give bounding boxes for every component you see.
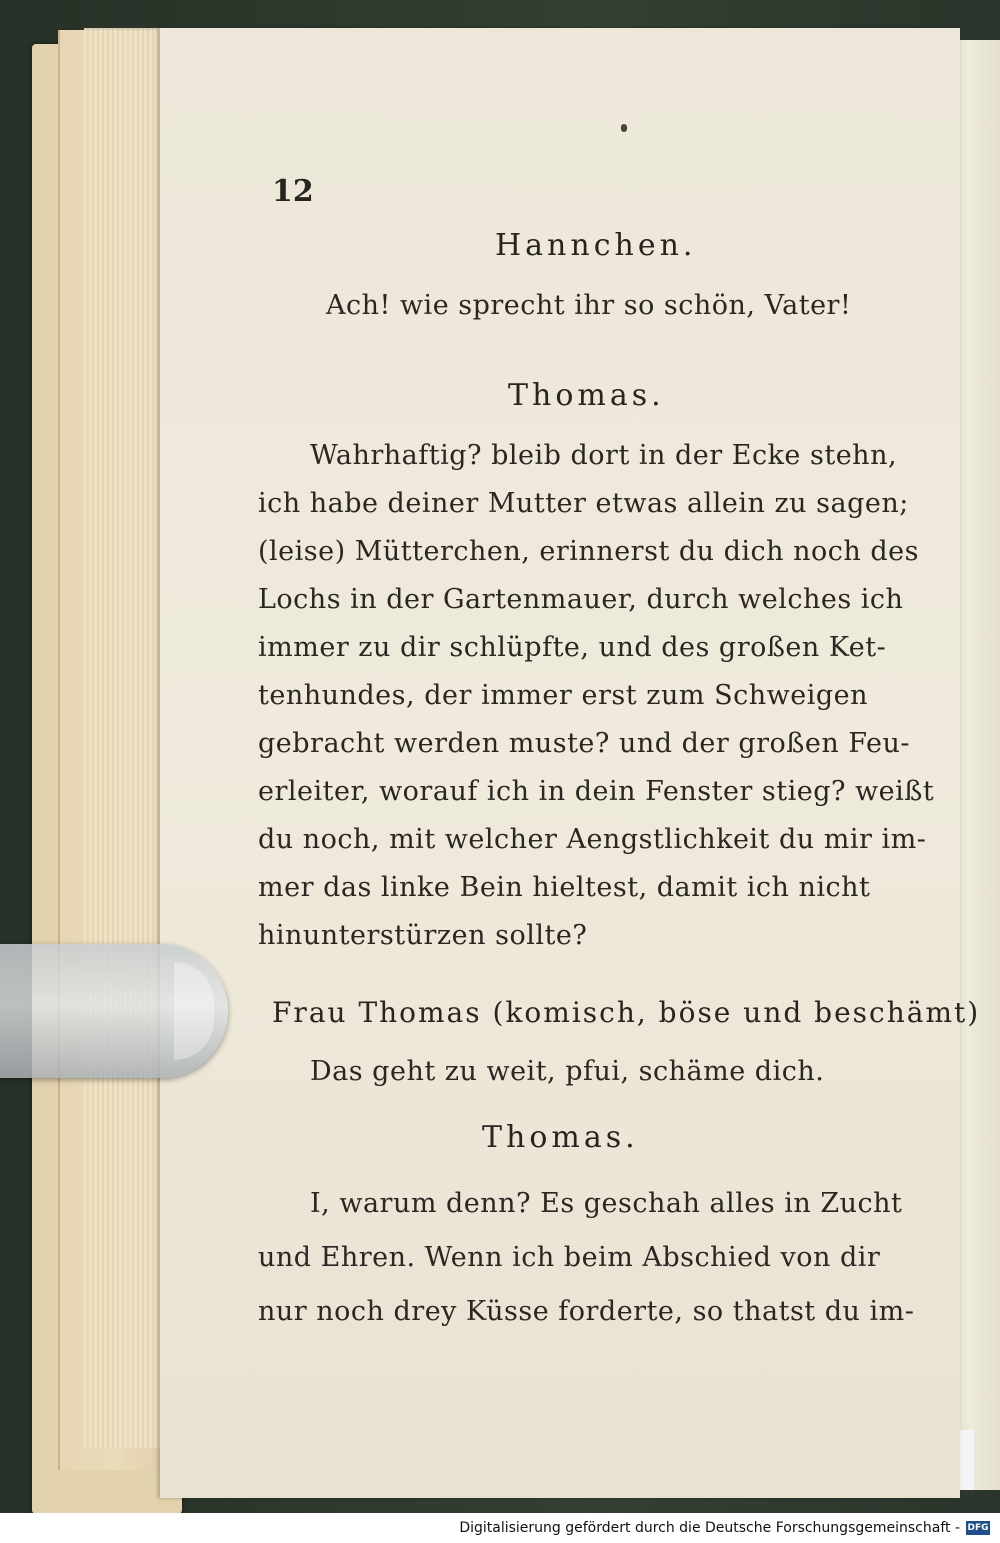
digitization-credit-bar	[0, 1513, 1000, 1543]
text-line: und Ehren. Wenn ich beim Abschied von dir	[258, 1242, 881, 1273]
speaker-frau-thomas: Frau Thomas (komisch, böse und beschämt)	[272, 996, 981, 1029]
speaker-thomas: Thomas.	[508, 378, 665, 413]
speaker-hannchen: Hannchen.	[495, 228, 697, 263]
text-line: Wahrhaftig? bleib dort in der Ecke stehn,	[310, 440, 898, 471]
pointer-tip	[174, 962, 214, 1060]
dfg-logo-icon: DFG	[967, 1523, 989, 1533]
page-number: 12	[272, 174, 314, 209]
text-line: I, warum denn? Es geschah alles in Zucht	[310, 1188, 903, 1219]
speaker-thomas-2: Thomas.	[482, 1120, 639, 1155]
book-page	[160, 28, 981, 1498]
credit-text: Digitalisierung gefördert durch die Deutsche Forschungsgemeinschaft -	[459, 1520, 960, 1536]
text-line: du noch, mit welcher Aengstlichkeit du mir im-	[258, 824, 927, 855]
text-line: ich habe deiner Mutter etwas allein zu sagen;	[258, 488, 909, 519]
text-line: Das geht zu weit, pfui, schäme dich.	[310, 1056, 825, 1087]
text-line: (leise) Mütterchen, erinnerst du dich noch des	[258, 536, 919, 567]
text-line: mer das linke Bein hieltest, damit ich nicht	[258, 872, 871, 903]
text-line: erleiter, worauf ich in dein Fenster stieg? weißt	[258, 776, 935, 807]
text-line: Ach! wie sprecht ihr so schön, Vater!	[326, 290, 852, 321]
text-line: Lochs in der Gartenmauer, durch welches ich	[258, 584, 904, 615]
page-weight-pointer	[0, 944, 228, 1078]
text-line: immer zu dir schlüpfte, und des großen Ket-	[258, 632, 887, 663]
text-line: tenhundes, der immer erst zum Schweigen	[258, 680, 868, 711]
text-line: gebracht werden muste? und der großen Feu-	[258, 728, 911, 759]
ink-spot	[621, 124, 627, 132]
text-line: hinunterstürzen sollte?	[258, 920, 588, 951]
text-line: nur noch drey Küsse forderte, so thatst du im-	[258, 1296, 915, 1327]
